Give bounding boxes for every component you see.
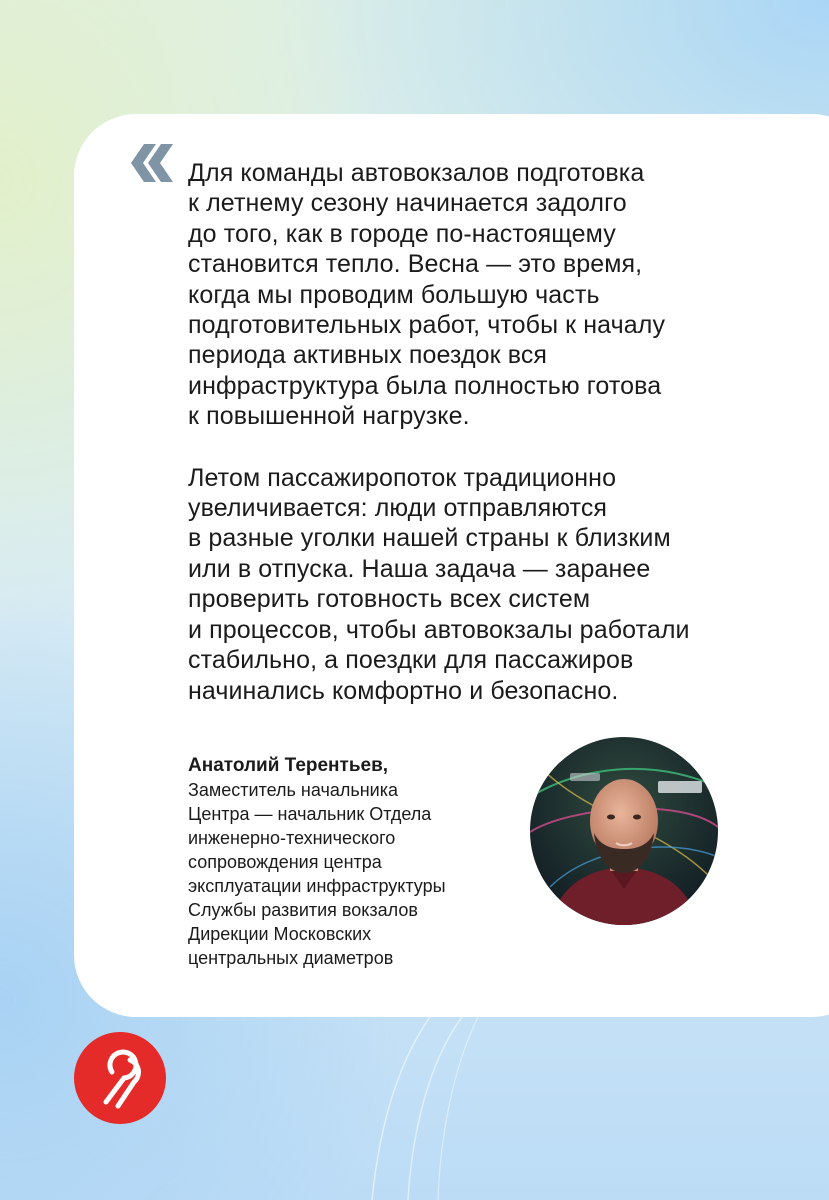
- quote-line: до того, как в городе по-настоящему: [188, 219, 616, 248]
- quote-paragraph-2: [188, 463, 748, 706]
- mcd-logo-icon: [74, 1032, 166, 1124]
- author-title-line: Заместитель начальника: [188, 780, 399, 800]
- author-name: Анатолий Терентьев,: [188, 755, 389, 776]
- author-block: [188, 754, 518, 970]
- author-title-line: Центра — начальник Отдела: [188, 804, 432, 824]
- quote-line: Для команды автовокзалов подготовка: [188, 159, 645, 187]
- quote-text: [188, 158, 748, 706]
- author-title-line: Службы развития вокзалов: [188, 900, 418, 920]
- author-title-line: центральных диаметров: [188, 948, 394, 968]
- quote-line: или в отпуска. Наша задача — заранее: [188, 554, 651, 583]
- quote-line: проверить готовность всех систем: [188, 585, 591, 614]
- author-avatar: [530, 737, 718, 925]
- author-title-line: инженерно-технического: [188, 828, 396, 848]
- author-title-line: эксплуатации инфраструктуры: [188, 876, 446, 896]
- author-title-line: Дирекции Московских: [188, 924, 372, 944]
- quote-line: инфраструктура была полностью готова: [188, 371, 662, 400]
- quote-line: периода активных поездок вся: [188, 341, 548, 370]
- left-double-quote-icon: [128, 142, 174, 184]
- quote-line: к летнему сезону начинается задолго: [188, 189, 627, 218]
- quote-line: стабильно, а поездки для пассажиров: [188, 646, 634, 675]
- quote-line: Летом пассажиропоток традиционно: [188, 463, 617, 492]
- quote-paragraph-1: [188, 158, 748, 432]
- quote-line: и процессов, чтобы автовокзалы работали: [188, 615, 690, 644]
- quote-line: увеличивается: люди отправляются: [188, 494, 608, 523]
- quote-line: начинались комфортно и безопасно.: [188, 676, 619, 705]
- quote-line: к повышенной нагрузке.: [188, 402, 470, 431]
- quote-line: когда мы проводим большую часть: [188, 280, 600, 309]
- author-title-line: сопровождения центра: [188, 852, 382, 872]
- quote-line: становится тепло. Весна — это время,: [188, 250, 643, 279]
- author-photo: [530, 737, 718, 925]
- quote-line: подготовительных работ, чтобы к началу: [188, 311, 666, 340]
- quote-line: в разные уголки нашей страны к близким: [188, 524, 671, 553]
